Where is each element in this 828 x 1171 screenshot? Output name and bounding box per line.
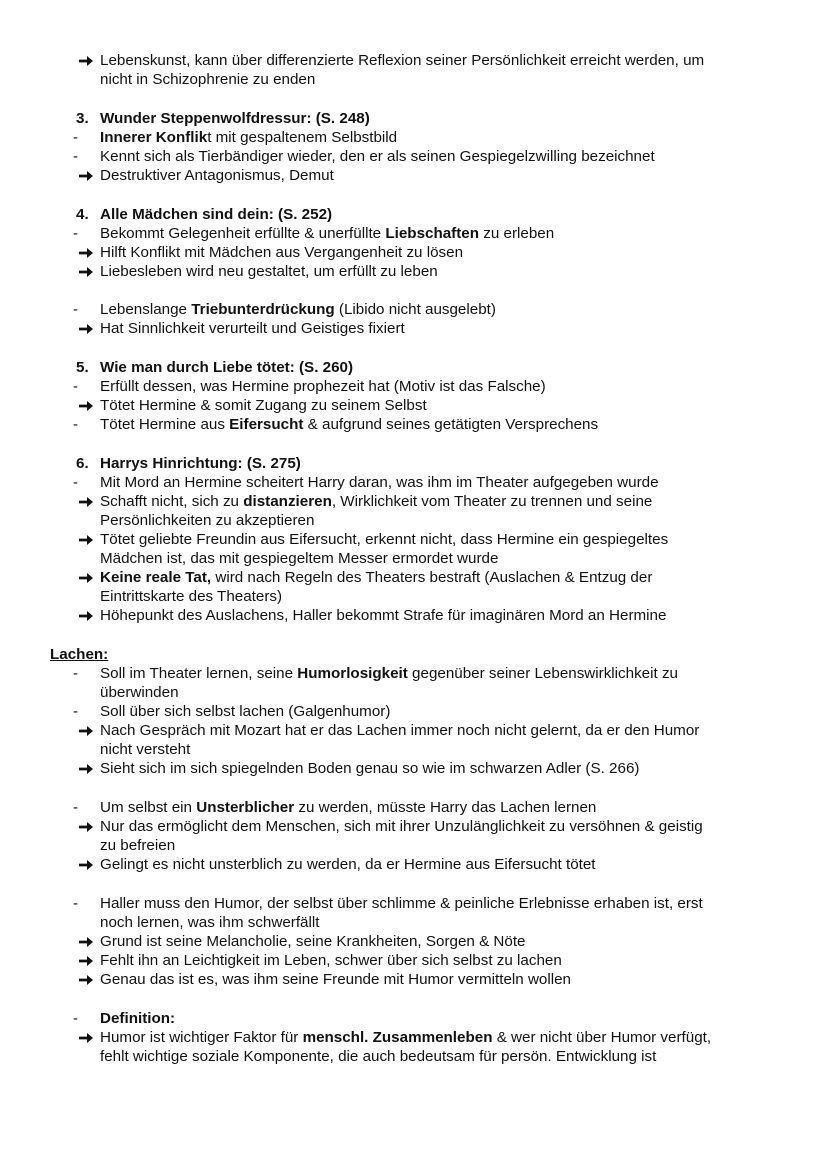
emphasis-text: Triebunterdrückung xyxy=(191,301,335,318)
note-line xyxy=(100,224,554,243)
section-heading-lachen: Lachen: xyxy=(50,646,109,663)
note-line xyxy=(100,492,652,511)
text-segment: & wer nicht über Humor verfügt, xyxy=(492,1029,712,1046)
dash-bullet: - xyxy=(73,129,79,146)
text-segment: Erfüllt dessen, was Hermine prophezeit hat (Motiv ist das Falsche) xyxy=(100,378,546,395)
note-line xyxy=(100,1009,175,1028)
dash-bullet: - xyxy=(73,225,79,242)
text-segment: Humor ist wichtiger Faktor für xyxy=(100,1029,303,1046)
note-line xyxy=(100,664,678,683)
dash-bullet: - xyxy=(73,1010,79,1027)
emphasis-text: Unsterblicher xyxy=(196,799,295,816)
text-segment: nicht in Schizophrenie zu enden xyxy=(100,71,316,88)
text-segment: Sieht sich im sich spiegelnden Boden genau so wie im schwarzen Adler (S. 266) xyxy=(100,760,640,777)
text-segment: t mit gespaltenem Selbstbild xyxy=(207,129,398,146)
emphasis-text: Definition: xyxy=(100,1010,176,1027)
dash-bullet: - xyxy=(73,895,79,912)
text-segment: Soll im Theater lernen, seine xyxy=(100,665,298,682)
text-segment: & aufgrund seines getätigten Versprechens xyxy=(303,416,599,433)
dash-bullet: - xyxy=(73,799,79,816)
note-line xyxy=(100,1028,711,1047)
note-line xyxy=(100,243,463,262)
emphasis-text: Eifersucht xyxy=(229,416,304,433)
text-segment: fehlt wichtige soziale Komponente, die auch bedeutsam für persön. Entwicklung ist xyxy=(100,1048,657,1065)
note-line xyxy=(100,377,546,396)
text-segment: Um selbst ein xyxy=(100,799,197,816)
note-line xyxy=(100,473,659,492)
text-segment: Tötet Hermine & somit Zugang zu seinem Selbst xyxy=(100,397,427,414)
note-line xyxy=(100,855,596,874)
note-line xyxy=(100,549,498,568)
note-line xyxy=(100,894,703,913)
section-number: 5. xyxy=(76,359,89,376)
text-segment: Fehlt ihn an Leichtigkeit im Leben, schwer über sich selbst zu lachen xyxy=(100,952,562,969)
note-line xyxy=(100,568,652,587)
text-segment: Hat Sinnlichkeit verurteilt und Geistiges fixiert xyxy=(100,320,405,337)
note-line xyxy=(100,970,571,989)
dash-bullet: - xyxy=(73,703,79,720)
note-line xyxy=(100,740,190,759)
dash-bullet: - xyxy=(73,474,79,491)
note-line xyxy=(100,606,666,625)
text-segment: Kennt sich als Tierbändiger wieder, den er als seinen Gespiegelzwilling bezeichnet xyxy=(100,148,655,165)
section-heading xyxy=(100,358,353,377)
note-line xyxy=(100,798,596,817)
emphasis-text: Liebschaften xyxy=(385,225,480,242)
note-line xyxy=(100,51,704,70)
text-segment: , Wirklichkeit vom Theater zu trennen und seine xyxy=(331,493,653,510)
text-segment: Soll über sich selbst lachen (Galgenhumor) xyxy=(100,703,391,720)
note-line xyxy=(100,913,319,932)
note-line xyxy=(100,511,314,530)
section-number: 3. xyxy=(76,110,89,127)
emphasis-text: Wunder Steppenwolfdressur: (S. 248) xyxy=(100,110,370,127)
note-line xyxy=(100,932,526,951)
text-segment: zu erleben xyxy=(479,225,555,242)
note-line xyxy=(100,817,703,836)
text-segment: wird nach Regeln des Theaters bestraft (Auslachen & Entzug der xyxy=(211,569,653,586)
note-line xyxy=(100,396,427,415)
note-line xyxy=(100,702,390,721)
emphasis-text: Innerer Konflik xyxy=(100,129,208,146)
section-number: 4. xyxy=(76,206,89,223)
dash-bullet: - xyxy=(73,416,79,433)
text-segment: Bekommt Gelegenheit erfüllte & unerfüllte xyxy=(100,225,386,242)
dash-bullet: - xyxy=(73,665,79,682)
text-segment: Persönlichkeiten zu akzeptieren xyxy=(100,512,315,529)
dash-bullet: - xyxy=(73,301,79,318)
note-line xyxy=(100,300,496,319)
note-line xyxy=(100,721,699,740)
note-line xyxy=(100,1047,656,1066)
text-segment: Genau das ist es, was ihm seine Freunde mit Humor vermitteln wollen xyxy=(100,971,572,988)
text-segment: Destruktiver Antagonismus, Demut xyxy=(100,167,334,184)
text-segment: Lebenslange xyxy=(100,301,192,318)
text-segment: Nach Gespräch mit Mozart hat er das Lachen immer noch nicht gelernt, da er den Humor xyxy=(100,722,700,739)
section-heading xyxy=(100,454,301,473)
text-segment: Grund ist seine Melancholie, seine Krankheiten, Sorgen & Nöte xyxy=(100,933,526,950)
text-segment: Eintrittskarte des Theaters) xyxy=(100,588,283,605)
text-segment: (Libido nicht ausgelebt) xyxy=(334,301,496,318)
text-segment: Hilft Konflikt mit Mädchen aus Vergangenheit zu lösen xyxy=(100,244,464,261)
text-segment: Nur das ermöglicht dem Menschen, sich mit ihrer Unzulänglichkeit zu versöhnen & geistig xyxy=(100,818,703,835)
note-line xyxy=(100,759,639,778)
text-segment: Tötet geliebte Freundin aus Eifersucht, erkennt nicht, dass Hermine ein gespiegeltes xyxy=(100,531,669,548)
text-segment: überwinden xyxy=(100,684,179,701)
emphasis-text: Alle Mädchen sind dein: (S. 252) xyxy=(100,206,333,223)
text-segment: Haller muss den Humor, der selbst über schlimme & peinliche Erlebnisse erhaben ist, erst xyxy=(100,895,703,912)
emphasis-text: Harrys Hinrichtung: (S. 275) xyxy=(100,455,301,472)
section-number: 6. xyxy=(76,455,89,472)
text-segment: Gelingt es nicht unsterblich zu werden, da er Hermine aus Eifersucht tötet xyxy=(100,856,596,873)
emphasis-text: Humorlosigkeit xyxy=(297,665,408,682)
text-segment: nicht versteht xyxy=(100,741,191,758)
text-segment: Mädchen ist, das mit gespiegeltem Messer ermordet wurde xyxy=(100,550,499,567)
note-line xyxy=(100,147,655,166)
note-line xyxy=(100,415,598,434)
text-segment: Höhepunkt des Auslachens, Haller bekommt Strafe für imaginären Mord an Hermine xyxy=(100,607,667,624)
dash-bullet: - xyxy=(73,378,79,395)
emphasis-text: Keine reale Tat, xyxy=(100,569,212,586)
emphasis-text: Wie man durch Liebe tötet: (S. 260) xyxy=(100,359,354,376)
note-line xyxy=(100,128,397,147)
text-segment: gegenüber seiner Lebenswirklichkeit zu xyxy=(407,665,678,682)
note-line xyxy=(100,683,179,702)
section-heading xyxy=(100,205,332,224)
note-line xyxy=(100,262,438,281)
note-line xyxy=(100,70,315,89)
text-segment: Tötet Hermine aus xyxy=(100,416,230,433)
text-segment: noch lernen, was ihm schwerfällt xyxy=(100,914,320,931)
text-segment: zu werden, müsste Harry das Lachen lernen xyxy=(294,799,597,816)
text-segment: Schafft nicht, sich zu xyxy=(100,493,244,510)
note-line xyxy=(100,951,562,970)
note-line xyxy=(100,530,668,549)
text-segment: Liebesleben wird neu gestaltet, um erfüllt zu leben xyxy=(100,263,438,280)
emphasis-text: distanzieren xyxy=(243,493,332,510)
text-segment: Mit Mord an Hermine scheitert Harry daran, was ihm im Theater aufgegeben wurde xyxy=(100,474,659,491)
section-heading xyxy=(100,109,370,128)
note-line xyxy=(100,836,175,855)
dash-bullet: - xyxy=(73,148,79,165)
emphasis-text: menschl. Zusammenleben xyxy=(302,1029,493,1046)
text-segment: Lebenskunst, kann über differenzierte Reflexion seiner Persönlichkeit erreicht werden, um xyxy=(100,52,705,69)
text-segment: zu befreien xyxy=(100,837,176,854)
note-line xyxy=(100,587,282,606)
note-line xyxy=(100,166,334,185)
note-line xyxy=(100,319,405,338)
